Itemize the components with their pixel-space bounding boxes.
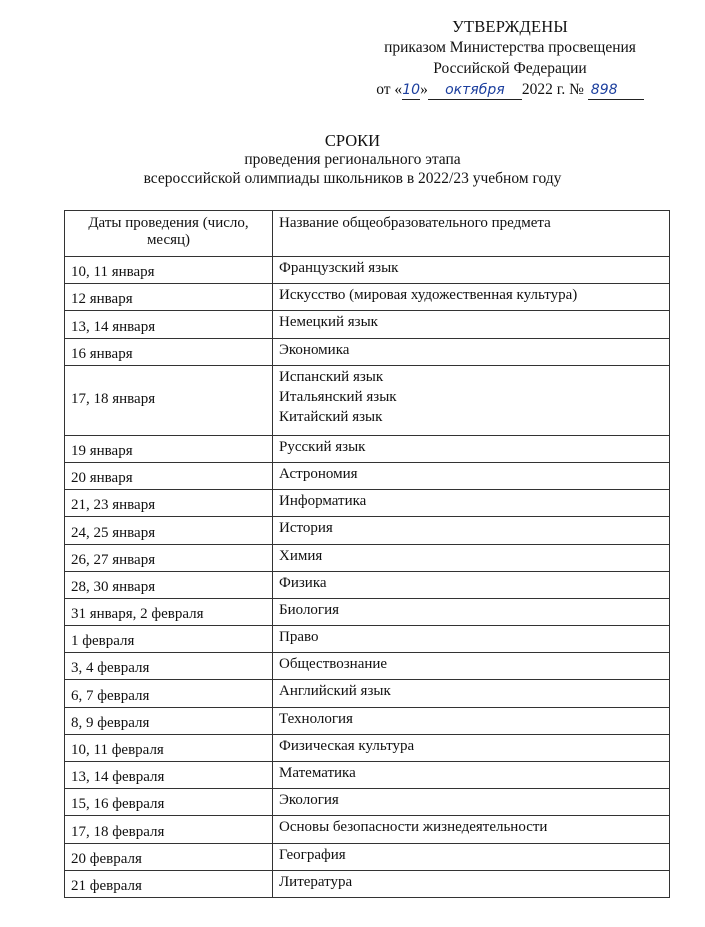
subject-cell	[273, 598, 670, 625]
subject-cell	[273, 626, 670, 653]
subject-name: Итальянский язык	[279, 388, 397, 405]
subject-name: Астрономия	[279, 465, 358, 482]
approval-line-1: приказом Министерства просвещения	[384, 39, 636, 56]
table-header-row	[65, 211, 670, 257]
approval-title: УТВЕРЖДЕНЫ	[452, 17, 568, 36]
subject-cell	[273, 653, 670, 680]
subject-cell	[273, 462, 670, 489]
subject-name: Основы безопасности жизнедеятельности	[279, 819, 548, 836]
subject-cell	[273, 762, 670, 789]
date-cell: 1 февраля	[65, 626, 273, 653]
date-cell: 17, 18 января	[65, 365, 273, 435]
date-cell: 3, 4 февраля	[65, 653, 273, 680]
table-row	[65, 311, 670, 338]
date-cell: 6, 7 февраля	[65, 680, 273, 707]
subject-name: Экономика	[279, 341, 350, 358]
subject-name: Обществознание	[279, 656, 388, 673]
subject-cell	[273, 284, 670, 311]
subject-name: Технология	[279, 710, 353, 727]
subject-cell	[273, 789, 670, 816]
table-row	[65, 626, 670, 653]
date-cell: 13, 14 января	[65, 311, 273, 338]
subject-cell	[273, 338, 670, 365]
date-cell: 15, 16 февраля	[65, 789, 273, 816]
document-heading	[0, 131, 705, 188]
subject-name: Искусство (мировая художественная культура)	[279, 287, 578, 304]
subject-name: История	[279, 520, 333, 537]
date-cell: 19 января	[65, 435, 273, 462]
date-cell: 13, 14 февраля	[65, 762, 273, 789]
table-row	[65, 598, 670, 625]
subject-cell	[273, 257, 670, 284]
table-row	[65, 707, 670, 734]
table-row	[65, 462, 670, 489]
table-row	[65, 517, 670, 544]
subject-name: Французский язык	[279, 260, 399, 276]
subject-name: Право	[279, 629, 319, 646]
subject-name: Китайский язык	[279, 408, 383, 425]
date-cell: 26, 27 января	[65, 544, 273, 571]
subject-name: География	[279, 846, 346, 863]
subject-name: Русский язык	[279, 438, 366, 455]
date-cell: 21, 23 января	[65, 490, 273, 517]
table-row	[65, 365, 670, 435]
table-row	[65, 544, 670, 571]
date-cell: 10, 11 февраля	[65, 734, 273, 761]
table-row	[65, 816, 670, 843]
subject-cell	[273, 680, 670, 707]
header-dates: Даты проведения (число, месяц)	[65, 211, 273, 257]
table-row	[65, 257, 670, 284]
table-row	[65, 338, 670, 365]
subject-cell	[273, 816, 670, 843]
subject-cell	[273, 843, 670, 870]
subject-cell	[273, 365, 670, 435]
subject-name: Информатика	[279, 493, 367, 510]
table-row	[65, 435, 670, 462]
approval-date-line	[345, 79, 675, 100]
date-cell: 24, 25 января	[65, 517, 273, 544]
approval-stamp	[345, 16, 675, 100]
quote-close: »	[420, 81, 428, 98]
handwritten-order-number: 898	[588, 82, 644, 100]
subject-name: Литература	[279, 873, 353, 890]
subject-name: Английский язык	[279, 683, 391, 700]
date-cell: 17, 18 февраля	[65, 816, 273, 843]
header-subject: Название общеобразовательного предмета	[273, 211, 670, 257]
subject-name: Биология	[279, 601, 340, 618]
subject-name: Химия	[279, 547, 323, 564]
approval-line-2: Российской Федерации	[433, 60, 587, 77]
date-cell: 20 января	[65, 462, 273, 489]
heading-title: СРОКИ	[324, 131, 381, 150]
handwritten-month: октября	[428, 82, 522, 100]
date-cell: 16 января	[65, 338, 273, 365]
subject-cell	[273, 490, 670, 517]
table-row	[65, 680, 670, 707]
handwritten-day: 10	[402, 82, 421, 98]
table-body	[65, 257, 670, 898]
table-row	[65, 789, 670, 816]
table-row	[65, 734, 670, 761]
date-cell: 8, 9 февраля	[65, 707, 273, 734]
subject-name: Экология	[279, 792, 339, 809]
date-cell: 21 февраля	[65, 870, 273, 897]
subject-cell	[273, 734, 670, 761]
subject-cell	[273, 435, 670, 462]
subject-cell	[273, 870, 670, 897]
table-row	[65, 571, 670, 598]
table-row	[65, 653, 670, 680]
year-text: 2022 г. №	[521, 81, 584, 98]
subject-cell	[273, 707, 670, 734]
heading-line-1: проведения регионального этапа	[244, 151, 461, 168]
subject-cell	[273, 571, 670, 598]
subject-name: Испанский язык	[279, 368, 384, 385]
subject-cell	[273, 311, 670, 338]
heading-line-2: всероссийской олимпиады школьников в 2022/23 учебном году	[143, 170, 562, 187]
table-row	[65, 870, 670, 897]
table-row	[65, 284, 670, 311]
table-row	[65, 843, 670, 870]
date-cell: 12 января	[65, 284, 273, 311]
date-cell: 28, 30 января	[65, 571, 273, 598]
table-row	[65, 762, 670, 789]
table-row	[65, 490, 670, 517]
subject-name: Физика	[279, 574, 327, 591]
subject-name: Математика	[279, 765, 356, 781]
subject-cell	[273, 544, 670, 571]
subject-name: Немецкий язык	[279, 314, 378, 331]
date-cell: 31 января, 2 февраля	[65, 598, 273, 625]
date-prefix: от «	[376, 81, 403, 98]
date-cell: 20 февраля	[65, 843, 273, 870]
schedule-table	[64, 210, 670, 898]
date-cell: 10, 11 января	[65, 257, 273, 284]
subject-cell	[273, 517, 670, 544]
subject-name: Физическая культура	[279, 737, 415, 754]
